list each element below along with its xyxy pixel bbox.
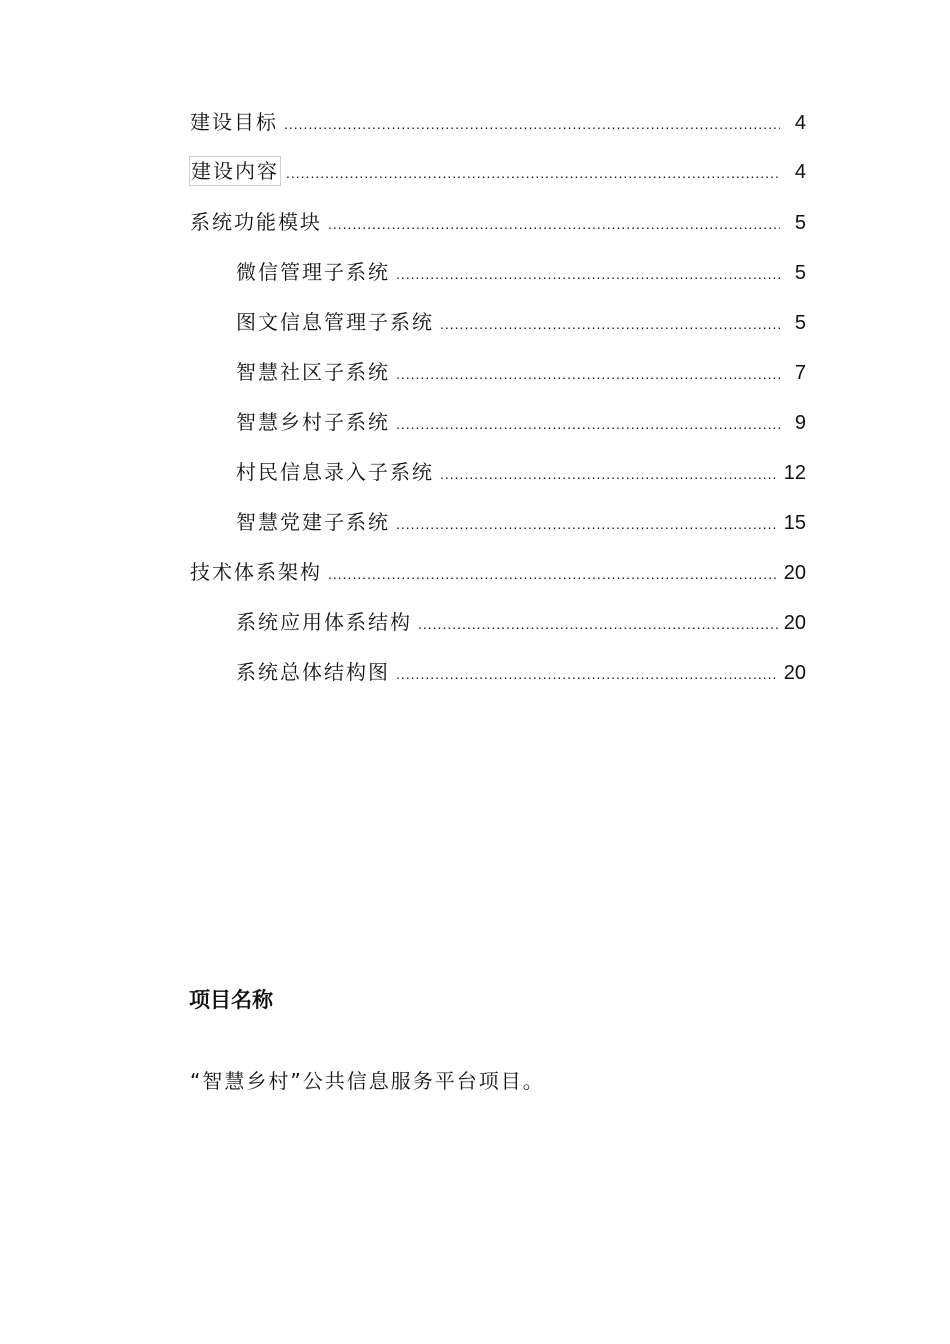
toc-entry-zhihui-shequ[interactable] — [190, 347, 806, 397]
toc-dot-leader — [396, 349, 780, 399]
toc-entry-page: 12 — [783, 462, 806, 484]
toc-entry-title: 建设内容 — [191, 159, 279, 183]
toc-entry-jianshe-neirong[interactable] — [190, 147, 806, 197]
section-heading: 项目名称 — [189, 988, 273, 1012]
toc-dot-leader — [396, 399, 780, 449]
toc-entry-xitong-gongneng-mokuai[interactable] — [190, 197, 806, 247]
toc-dot-leader — [396, 649, 778, 699]
toc-entry-page: 20 — [783, 612, 806, 634]
toc-dot-leader — [328, 549, 778, 599]
toc-entry-page: 20 — [783, 662, 806, 684]
toc-entry-page: 5 — [794, 262, 806, 284]
toc-entry-cunmin-xinxi-luru[interactable] — [190, 447, 806, 497]
toc-entry-title: 技术体系架构 — [190, 560, 322, 584]
toc-dot-leader — [440, 299, 780, 349]
toc-dot-leader — [418, 599, 778, 649]
toc-entry-zhihui-dangjian[interactable] — [190, 497, 806, 547]
toc-entry-title: 图文信息管理子系统 — [236, 310, 434, 334]
toc-dot-leader — [396, 499, 778, 549]
toc-entry-page: 5 — [794, 212, 806, 234]
toc-entry-title: 微信管理子系统 — [236, 260, 390, 284]
toc-dot-leader — [328, 199, 780, 249]
toc-entry-title: 系统应用体系结构 — [236, 610, 412, 634]
toc-entry-jianshe-mubiao[interactable] — [190, 97, 806, 147]
toc-entry-page: 7 — [794, 362, 806, 384]
toc-entry-title: 建设目标 — [190, 110, 278, 134]
toc-entry-xitong-zongti-jiegou[interactable] — [190, 647, 806, 697]
toc-entry-title: 智慧社区子系统 — [236, 360, 390, 384]
toc-dot-leader — [284, 99, 780, 149]
toc-dot-leader — [396, 249, 780, 299]
toc-entry-page: 4 — [794, 161, 806, 183]
toc-entry-page: 5 — [794, 312, 806, 334]
toc-dot-leader — [286, 148, 780, 198]
toc-entry-title: 系统功能模块 — [190, 210, 322, 234]
toc-entry-jishu-tixi-jiagou[interactable] — [190, 547, 806, 597]
toc-entry-page: 4 — [794, 112, 806, 134]
toc-entry-page: 9 — [794, 412, 806, 434]
toc-entry-page: 20 — [783, 562, 806, 584]
toc-entry-title: 系统总体结构图 — [236, 660, 390, 684]
toc-entry-title: 智慧党建子系统 — [236, 510, 390, 534]
toc-entry-title: 智慧乡村子系统 — [236, 410, 390, 434]
toc-entry-page: 15 — [783, 512, 806, 534]
table-of-contents — [190, 97, 806, 697]
toc-entry-weixin-guanli[interactable] — [190, 247, 806, 297]
toc-entry-title: 村民信息录入子系统 — [236, 460, 434, 484]
toc-entry-zhihui-xiangcun[interactable] — [190, 397, 806, 447]
toc-entry-xitong-yingyong-tixi[interactable] — [190, 597, 806, 647]
section-body-text: “智慧乡村”公共信息服务平台项目。 — [190, 1069, 545, 1093]
toc-entry-tuwen-xinxi-guanli[interactable] — [190, 297, 806, 347]
toc-dot-leader — [440, 449, 778, 499]
